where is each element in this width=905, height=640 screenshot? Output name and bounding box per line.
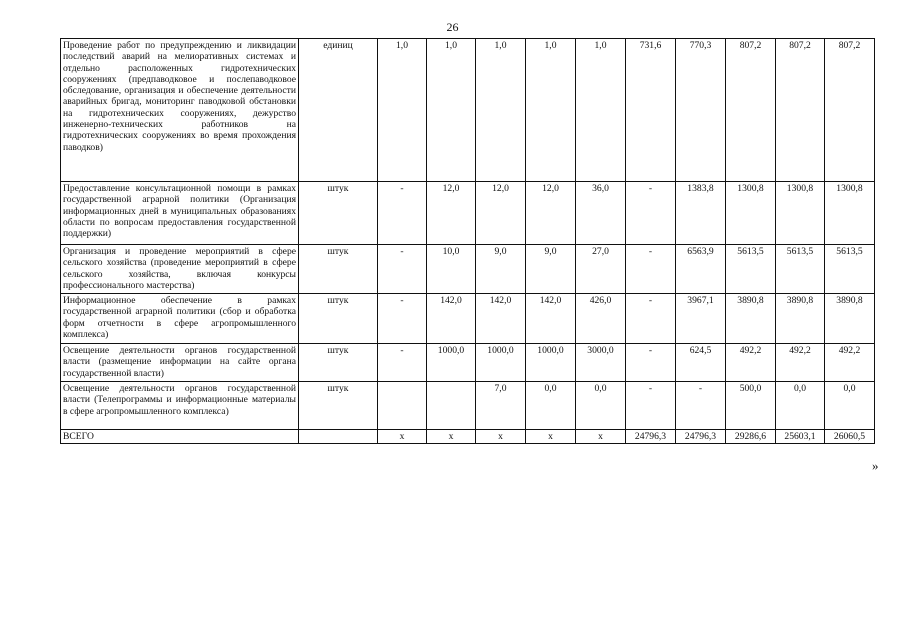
unit-cell: штук	[299, 382, 378, 430]
page-number: 26	[446, 20, 459, 34]
value-cell: 1,0	[476, 39, 526, 182]
value-cell: -	[626, 245, 676, 294]
value-cell: 36,0	[576, 182, 626, 245]
value-cell: х	[378, 430, 427, 444]
value-cell: -	[378, 294, 427, 344]
value-cell: -	[626, 382, 676, 430]
value-cell: 29286,6	[726, 430, 776, 444]
value-cell: 807,2	[776, 39, 825, 182]
value-cell: 1000,0	[476, 344, 526, 382]
value-cell: 24796,3	[676, 430, 726, 444]
value-cell: 27,0	[576, 245, 626, 294]
table-row	[61, 382, 875, 430]
value-cell: 142,0	[526, 294, 576, 344]
row-name-cell: Предоставление консультационной помощи в рамках государственной аграрной политики (Организация информационных дней в муниципальных образованиях области по вопросам предоставления государственной поддержки)	[61, 182, 299, 245]
value-cell: 731,6	[626, 39, 676, 182]
value-cell: 3890,8	[726, 294, 776, 344]
value-cell: -	[626, 294, 676, 344]
total-label-cell: ВСЕГО	[61, 430, 299, 444]
value-cell: 9,0	[526, 245, 576, 294]
unit-cell: штук	[299, 294, 378, 344]
row-name-cell: Информационное обеспечение в рамках государственной аграрной политики (сбор и обработка форм отчетности в сфере агропромышленного комплекса)	[61, 294, 299, 344]
row-name-cell: Организация и проведение мероприятий в сфере сельского хозяйства (проведение мероприятий в сфере сельского хозяйства, включая конкурсы профессионального мастерства)	[61, 245, 299, 294]
value-cell: 3890,8	[825, 294, 875, 344]
value-cell: 10,0	[427, 245, 476, 294]
table-row	[61, 245, 875, 294]
value-cell: 0,0	[576, 382, 626, 430]
value-cell: -	[378, 182, 427, 245]
table-row-total	[61, 430, 875, 444]
value-cell	[378, 382, 427, 430]
row-name-cell: Освещение деятельности органов государственной власти (Телепрограммы и информационные материалы в сфере агропромышленного комплекса)	[61, 382, 299, 430]
value-cell: -	[626, 344, 676, 382]
value-cell: 3890,8	[776, 294, 825, 344]
value-cell: х	[476, 430, 526, 444]
value-cell: 142,0	[427, 294, 476, 344]
unit-cell: штук	[299, 344, 378, 382]
value-cell: 1,0	[378, 39, 427, 182]
value-cell: 807,2	[825, 39, 875, 182]
value-cell: 1000,0	[427, 344, 476, 382]
budget-table	[60, 38, 875, 444]
table-row	[61, 294, 875, 344]
value-cell: 1300,8	[825, 182, 875, 245]
row-name-cell: Освещение деятельности органов государственной власти (размещение информации на сайте органа государственной власти)	[61, 344, 299, 382]
value-cell: 0,0	[825, 382, 875, 430]
value-cell: 1,0	[526, 39, 576, 182]
value-cell: 1300,8	[776, 182, 825, 245]
unit-cell	[299, 430, 378, 444]
value-cell: 12,0	[427, 182, 476, 245]
value-cell: 0,0	[776, 382, 825, 430]
value-cell: 7,0	[476, 382, 526, 430]
value-cell: 3000,0	[576, 344, 626, 382]
value-cell: 12,0	[526, 182, 576, 245]
value-cell: 25603,1	[776, 430, 825, 444]
table-row	[61, 182, 875, 245]
value-cell: 1,0	[427, 39, 476, 182]
value-cell: х	[427, 430, 476, 444]
value-cell: х	[576, 430, 626, 444]
row-name-cell: Проведение работ по предупреждению и ликвидации последствий аварий на мелиоративных системах и отдельно расположенных гидротехнических сооружениях (предпаводковое и послепаводковое обследование, организация и обеспечение деятельности аварийных бригад, мониторинг паводковой обстановки на гидротехнических сооружениях, дежурство инженерно-технических работников на гидротехнических сооружениях во время прохождения паводков)	[61, 39, 299, 182]
value-cell: -	[378, 245, 427, 294]
value-cell: 0,0	[526, 382, 576, 430]
value-cell: 5613,5	[825, 245, 875, 294]
value-cell: 6563,9	[676, 245, 726, 294]
unit-cell: штук	[299, 245, 378, 294]
value-cell: -	[378, 344, 427, 382]
value-cell: 492,2	[776, 344, 825, 382]
unit-cell: штук	[299, 182, 378, 245]
value-cell: 492,2	[825, 344, 875, 382]
value-cell: 12,0	[476, 182, 526, 245]
value-cell: 500,0	[726, 382, 776, 430]
value-cell: -	[626, 182, 676, 245]
table-row	[61, 39, 875, 182]
value-cell: 770,3	[676, 39, 726, 182]
closing-quote: »	[872, 458, 879, 473]
value-cell: 1300,8	[726, 182, 776, 245]
value-cell: 24796,3	[626, 430, 676, 444]
value-cell: 624,5	[676, 344, 726, 382]
value-cell: 26060,5	[825, 430, 875, 444]
value-cell: 1383,8	[676, 182, 726, 245]
value-cell: 426,0	[576, 294, 626, 344]
value-cell: 1000,0	[526, 344, 576, 382]
value-cell: -	[676, 382, 726, 430]
value-cell: 807,2	[726, 39, 776, 182]
table-row	[61, 344, 875, 382]
value-cell: х	[526, 430, 576, 444]
value-cell: 5613,5	[776, 245, 825, 294]
unit-cell: единиц	[299, 39, 378, 182]
value-cell: 5613,5	[726, 245, 776, 294]
value-cell: 1,0	[576, 39, 626, 182]
value-cell	[427, 382, 476, 430]
value-cell: 3967,1	[676, 294, 726, 344]
value-cell: 142,0	[476, 294, 526, 344]
value-cell: 9,0	[476, 245, 526, 294]
value-cell: 492,2	[726, 344, 776, 382]
